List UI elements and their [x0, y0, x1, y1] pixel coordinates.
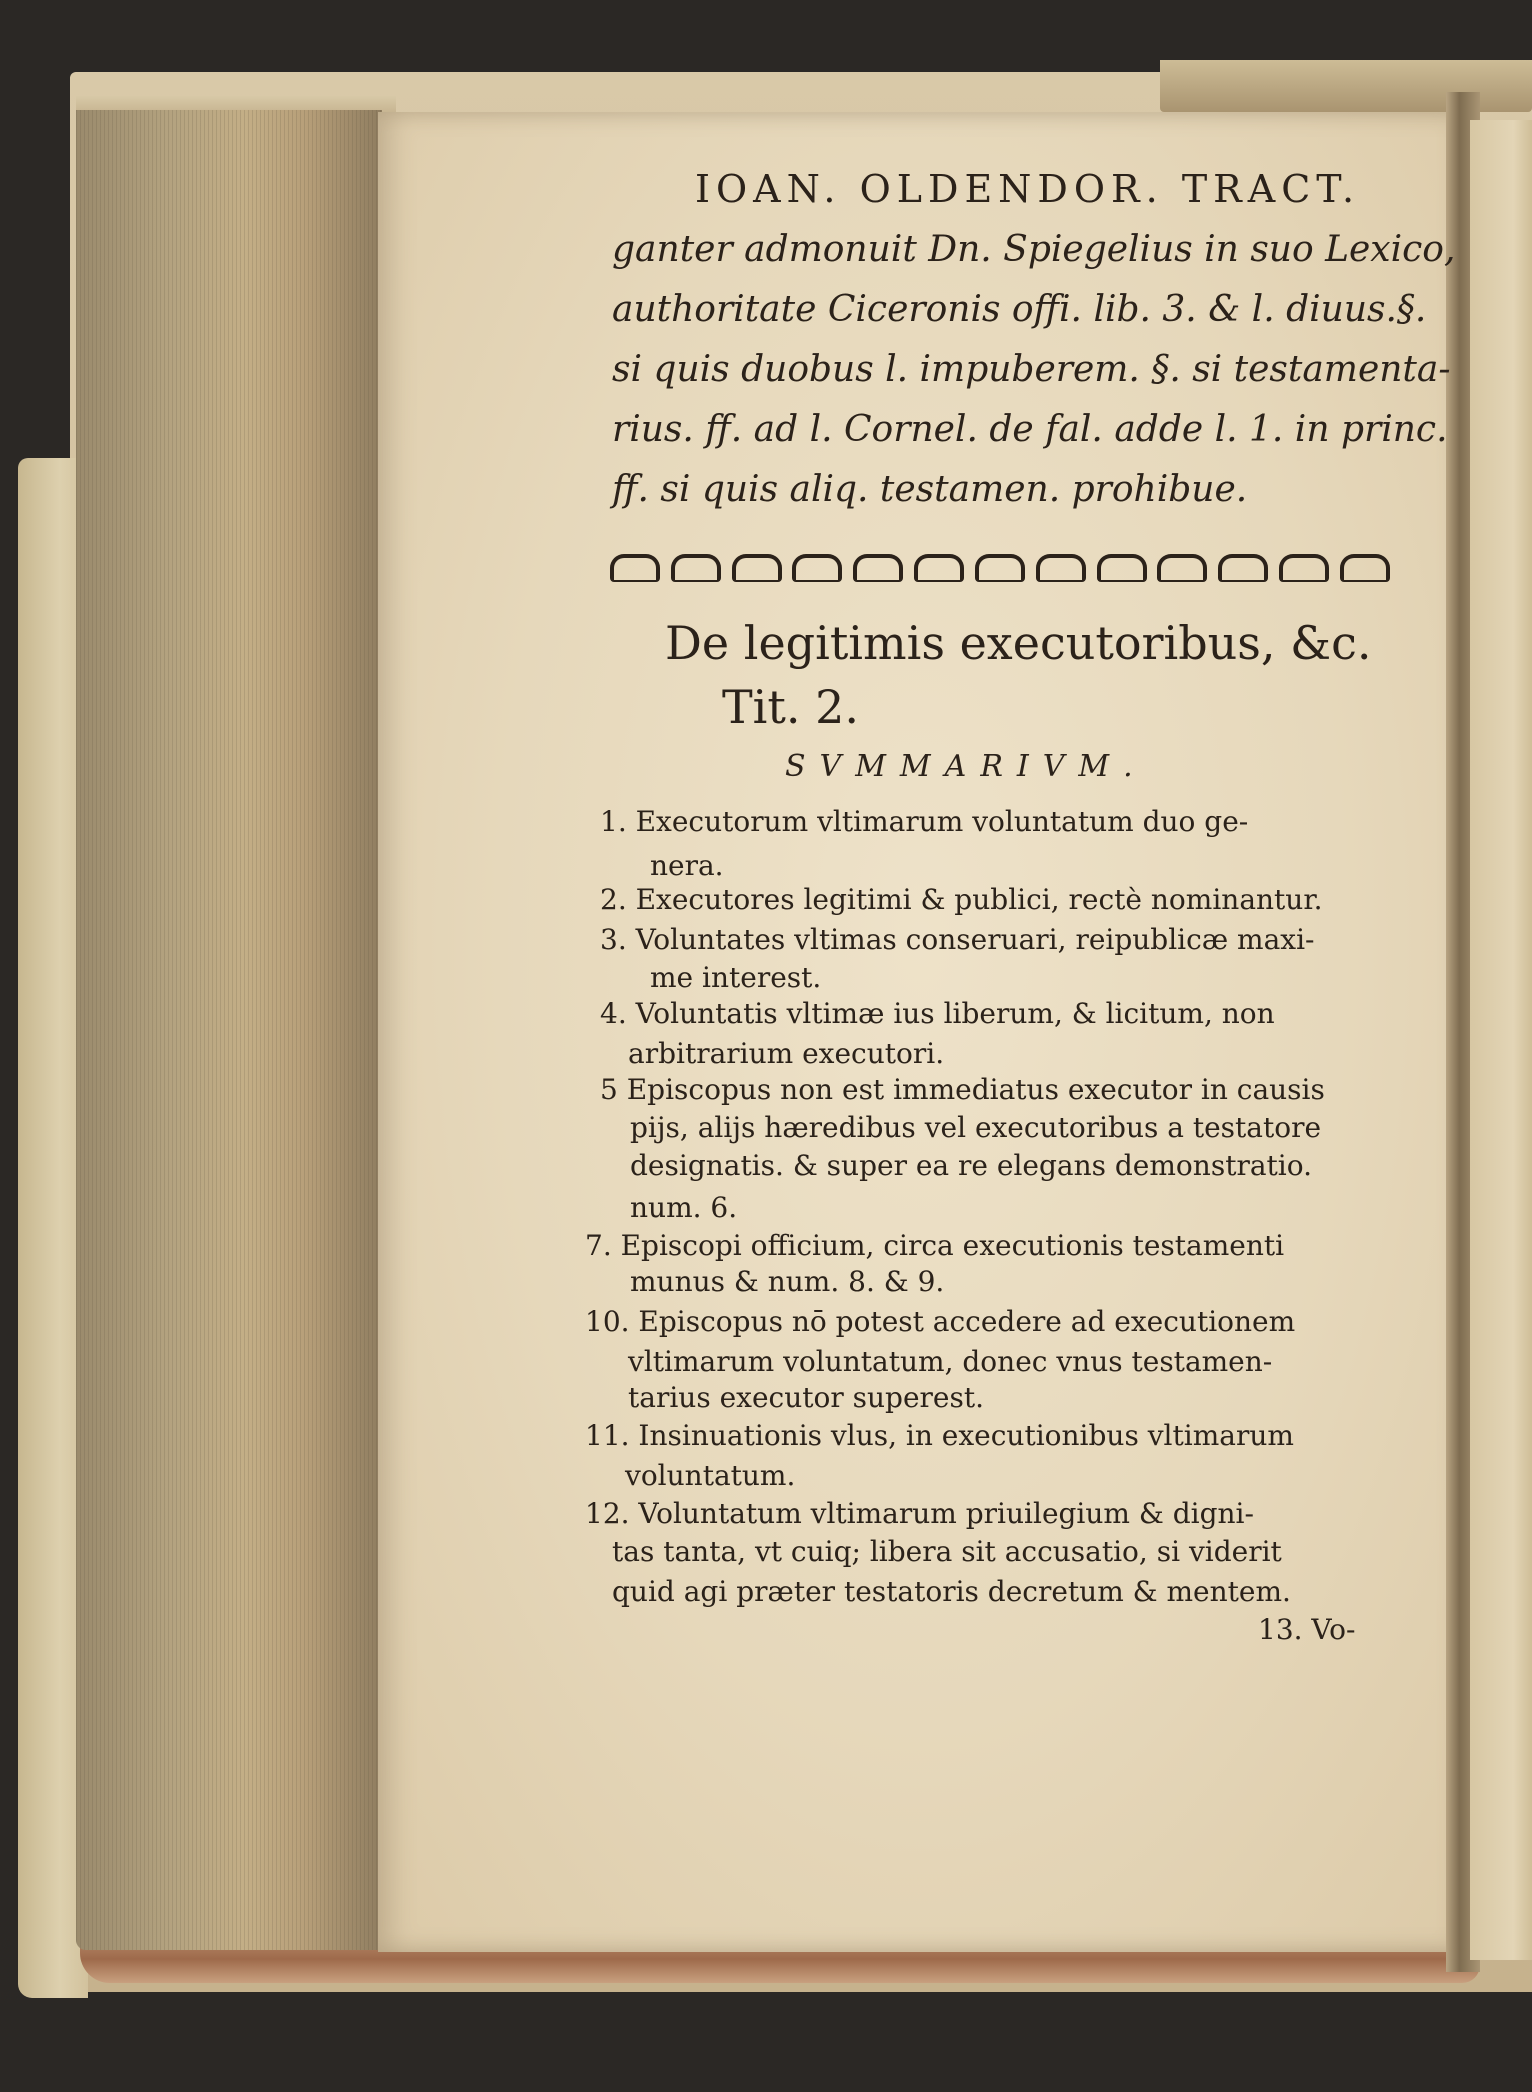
ornament — [1340, 554, 1390, 582]
paragraph-line: ff. si quis aliq. testamen. prohibue. — [612, 469, 1248, 510]
section-title-number: Tit. 2. — [722, 680, 860, 734]
summary-entry: quid agi præter testatoris decretum & mentem. — [612, 1575, 1291, 1608]
ornament — [1218, 554, 1268, 582]
summary-entry: vltimarum voluntatum, donec vnus testamen- — [628, 1345, 1273, 1378]
summary-entry: 2. Executores legitimi & publici, rectè nominantur. — [600, 883, 1323, 916]
ornament — [1036, 554, 1086, 582]
summary-entry: 5 Episcopus non est immediatus executor in causis — [600, 1073, 1325, 1106]
paragraph-line: rius. ff. ad l. Cornel. de fal. adde l. 1. in princ. — [612, 409, 1448, 450]
ornament — [1279, 554, 1329, 582]
summary-entry: num. 6. — [630, 1191, 738, 1224]
facing-page-edge — [1470, 120, 1532, 1960]
paragraph-line: ganter admonuit Dn. Spiegelius in suo Lexico, — [612, 229, 1456, 270]
summary-entry: tarius executor superest. — [628, 1381, 985, 1414]
ornament — [914, 554, 964, 582]
paragraph-line: si quis duobus l. impuberem. §. si testamenta- — [612, 349, 1451, 390]
summary-entry: 4. Voluntatis vltimæ ius liberum, & licitum, non — [600, 997, 1275, 1030]
summary-entry: tas tanta, vt cuiq; libera sit accusatio, si viderit — [612, 1535, 1282, 1568]
ornament — [975, 554, 1025, 582]
ornament — [1097, 554, 1147, 582]
ornament — [792, 554, 842, 582]
summary-entry: 1. Executorum vltimarum voluntatum duo ge- — [600, 805, 1249, 838]
summary-entry: 3. Voluntates vltimas conseruari, reipublicæ maxi- — [600, 923, 1315, 956]
summary-entry: munus & num. 8. & 9. — [630, 1265, 945, 1298]
summary-entry: voluntatum. — [625, 1459, 796, 1492]
ornament — [853, 554, 903, 582]
ornament — [1157, 554, 1207, 582]
summary-entry: pijs, alijs hæredibus vel executoribus a testatore — [630, 1111, 1322, 1144]
page-block-fore-edge — [76, 110, 382, 1950]
summary-entry: 12. Voluntatum vltimarum priuilegium & digni- — [585, 1497, 1254, 1530]
summary-entry: designatis. & super ea re elegans demonstratio. — [630, 1149, 1312, 1182]
summary-entry: 11. Insinuationis vlus, in executionibus vltimarum — [585, 1419, 1294, 1452]
ornament-band — [610, 548, 1390, 588]
section-title: De legitimis executoribus, &c. — [665, 616, 1372, 670]
ornament — [732, 554, 782, 582]
catchword: 13. Vo- — [1258, 1613, 1356, 1646]
summary-entry: 7. Episcopi officium, circa executionis testamenti — [585, 1229, 1285, 1262]
summary-entry: 10. Episcopus nō potest accedere ad executionem — [585, 1305, 1296, 1338]
paragraph-line: authoritate Ciceronis offi. lib. 3. & l. diuus.§. — [612, 289, 1427, 330]
ornament — [610, 554, 660, 582]
summary-entry: arbitrarium executori. — [628, 1037, 945, 1070]
summary-entry: nera. — [650, 849, 724, 882]
ornament — [671, 554, 721, 582]
running-header: IOAN. OLDENDOR. TRACT. — [695, 167, 1361, 211]
summary-entry: me interest. — [650, 961, 822, 994]
summary-heading: SVMMARIVM. — [785, 749, 1147, 784]
